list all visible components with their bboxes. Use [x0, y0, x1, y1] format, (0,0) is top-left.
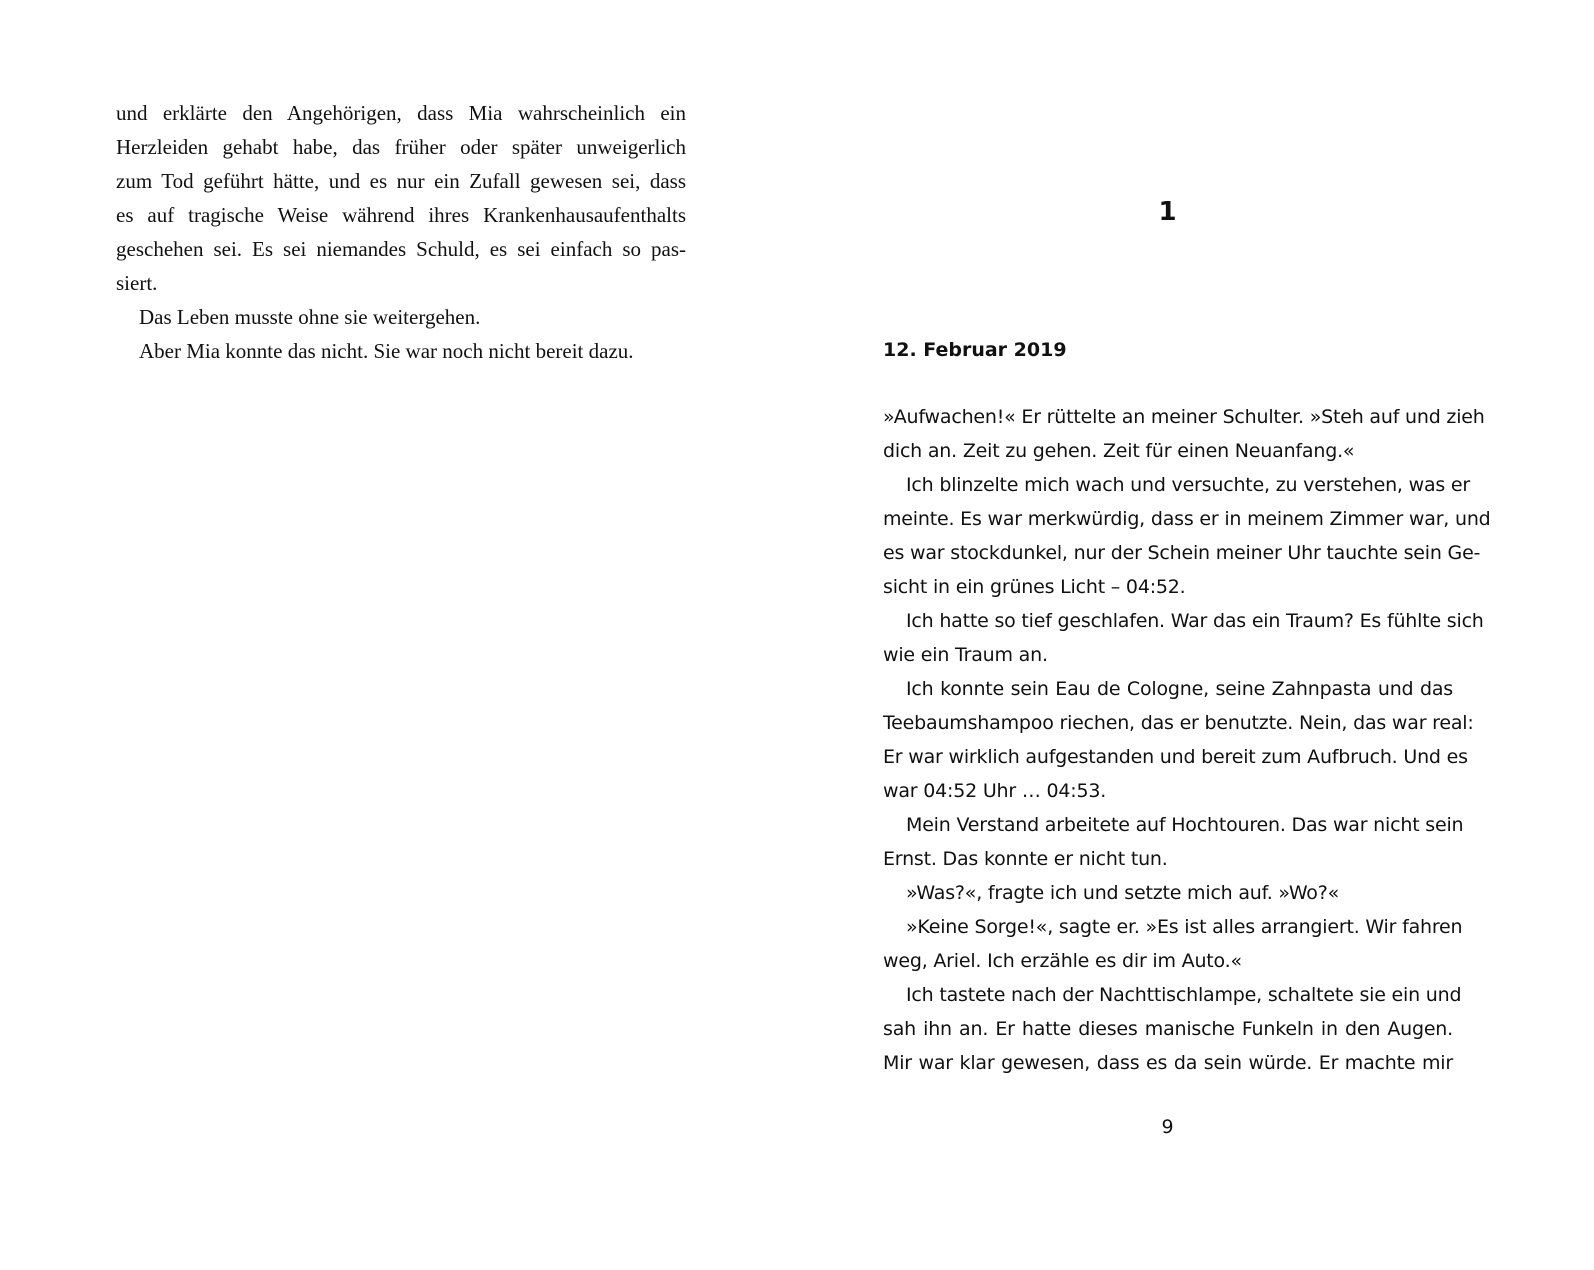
text-line: Das Leben musste ohne sie weitergehen. — [139, 305, 481, 329]
text-line: wie ein Traum an. — [883, 644, 1048, 666]
left-page-text — [116, 96, 686, 368]
text-line: Ich blinzelte mich wach und versuchte, zu verstehen, was er — [906, 474, 1471, 496]
text-line: Er war wirklich aufgestanden und bereit zum Aufbruch. Und es — [883, 746, 1468, 768]
text-line: dich an. Zeit zu gehen. Zeit für einen Neuanfang.« — [883, 440, 1355, 462]
text-line: Aber Mia konnte das nicht. Sie war noch nicht bereit dazu. — [139, 339, 634, 363]
text-line: war 04:52 Uhr … 04:53. — [883, 780, 1107, 802]
text-line: zum Tod geführt hätte, und es nur ein Zufall gewesen sei, dass — [116, 169, 686, 193]
chapter-number: 1 — [1158, 197, 1177, 227]
text-line: sicht in ein grünes Licht – 04:52. — [883, 576, 1186, 598]
chapter-date-heading: 12. Februar 2019 — [883, 339, 1067, 361]
text-line: geschehen sei. Es sei niemandes Schuld, es sei einfach so pas- — [116, 237, 686, 261]
text-line: Mir war klar gewesen, dass es da sein würde. Er machte mir — [883, 1052, 1453, 1074]
page-number: 9 — [1161, 1116, 1174, 1138]
text-line: Teebaumshampoo riechen, das er benutzte. Nein, das war real: — [883, 712, 1474, 734]
text-line: es auf tragische Weise während ihres Krankenhausaufenthalts — [116, 203, 686, 227]
text-line: es war stockdunkel, nur der Schein meiner Uhr tauchte sein Ge- — [883, 542, 1481, 564]
text-line: Ich konnte sein Eau de Cologne, seine Zahnpasta und das — [906, 678, 1453, 700]
right-page — [797, 0, 1594, 1270]
text-line: siert. — [116, 271, 158, 295]
text-line: Herzleiden gehabt habe, das früher oder später unweigerlich — [116, 135, 686, 159]
text-line: meinte. Es war merkwürdig, dass er in meinem Zimmer war, und — [883, 508, 1491, 530]
text-line: Ernst. Das konnte er nicht tun. — [883, 848, 1168, 870]
text-line: Mein Verstand arbeitete auf Hochtouren. Das war nicht sein — [906, 814, 1464, 836]
text-line: sah ihn an. Er hatte dieses manische Funkeln in den Augen. — [883, 1018, 1453, 1040]
text-line: »Keine Sorge!«, sagte er. »Es ist alles arrangiert. Wir fahren — [906, 916, 1463, 938]
text-line: »Aufwachen!« Er rüttelte an meiner Schulter. »Steh auf und zieh — [883, 406, 1485, 428]
text-line: Ich tastete nach der Nachttischlampe, schaltete sie ein und — [906, 984, 1462, 1006]
right-page-text — [883, 400, 1491, 1080]
text-line: und erklärte den Angehörigen, dass Mia wahrscheinlich ein — [116, 101, 686, 125]
text-line: Ich hatte so tief geschlafen. War das ein Traum? Es fühlte sich — [906, 610, 1484, 632]
text-line: »Was?«, fragte ich und setzte mich auf. »Wo?« — [906, 882, 1340, 904]
text-line: weg, Ariel. Ich erzähle es dir im Auto.« — [883, 950, 1242, 972]
